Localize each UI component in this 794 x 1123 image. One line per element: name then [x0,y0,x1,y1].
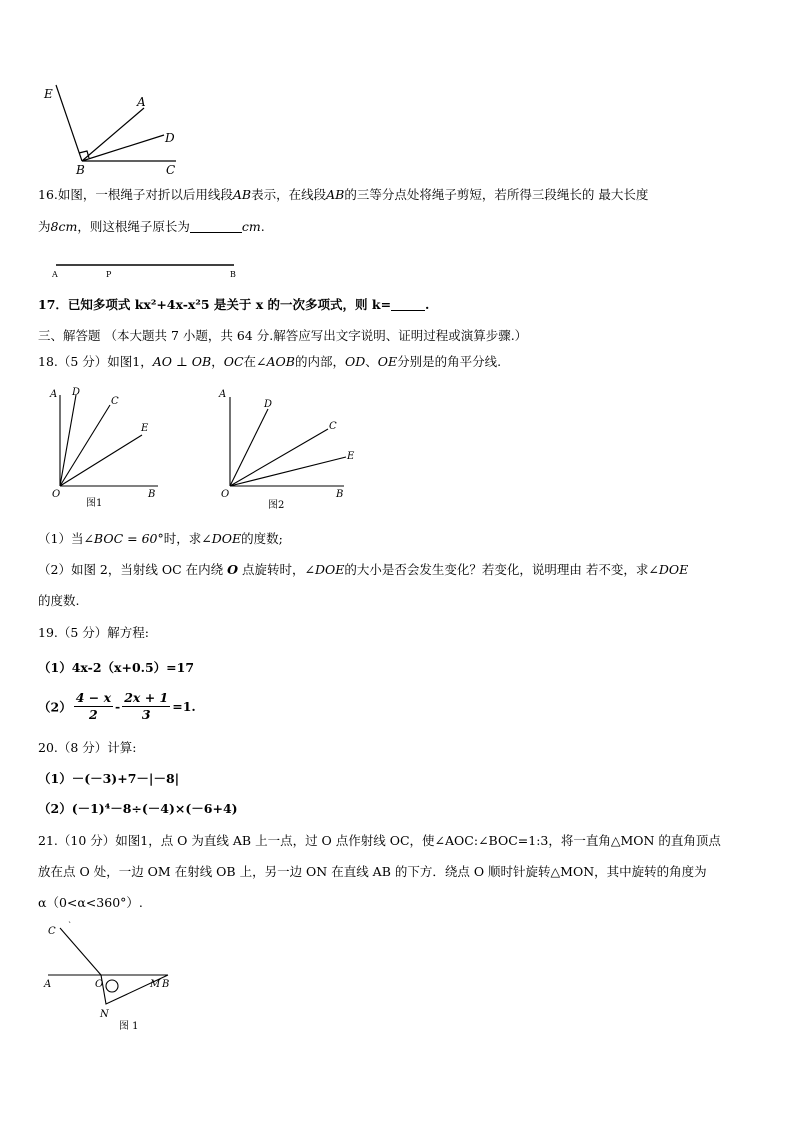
figure-angles-ebc [36,80,196,180]
q19-part2: （2） $\frac{4 - x}{2}$ - $\frac{2x + 1}{3}$ =1. [38,690,196,722]
q20-head: 20.（8 分）计算: [38,740,137,755]
q21-line1: 21.（10 分）如图1，点 O 为直线 AB 上一点，过 O 点作射线 OC，使∠AOC:∠BOC=1:3，将一直角△MON 的直角顶点 [38,833,721,848]
svg-text:B: B [162,979,170,990]
q17-answer-blank [391,298,425,311]
seg-label-a: A [52,270,58,279]
svg-text:C: C [329,421,337,432]
fig1-caption: 图1 [86,498,103,509]
svg-text:M: M [150,979,161,990]
svg-text:B: B [336,489,344,500]
seg-label-p: P [106,270,112,279]
label-a: A [137,95,146,109]
svg-text:A: A [50,389,58,400]
fig2-caption: 图2 [268,500,285,511]
figure-segment-apb [46,258,246,280]
fig21-caption: 图 1 [119,1021,139,1032]
svg-text:D: D [72,387,81,398]
ray-bd [82,135,164,161]
figure-18-2 [216,383,366,511]
label-b: B [76,163,85,177]
label-e: E [44,87,53,101]
svg-text:A: A [44,979,52,990]
tick-mark: ` [68,921,72,930]
svg-text:E: E [347,451,355,462]
q19-part1: （1）4x-2（x+0.5）=17 [38,660,195,675]
ray-be [56,85,82,161]
q19-head: 19.（5 分）解方程: [38,625,150,640]
q16-line2: 为8cm，则这根绳子原长为 cm. [38,219,265,234]
section-heading: 三、解答题 （本大题共 7 小题，共 64 分.解答应写出文字说明、证明过程或演算步骤.） [38,328,528,343]
q18-part2-line1: （2）如图 2，当射线 OC 在内绕 O 点旋转时，∠DOE的大小是否会发生变化？若变化，说明理由 若不变，求∠DOE [38,562,689,577]
figure-18-1 [46,383,176,511]
svg-text:A: A [219,389,227,400]
q16-answer-blank [190,220,242,233]
q18-part2-line2: 的度数. [38,593,80,608]
svg-text:D: D [264,399,273,410]
svg-text:O: O [95,979,104,990]
ray-ba [82,108,144,161]
q17: 17．已知多项式 kx²+4x-x²5 是关于 x 的一次多项式，则 k= . [38,297,430,312]
svg-text:C: C [48,926,56,937]
q20-part1: （1）－(－3)+7－|－8| [38,771,180,786]
svg-text:B: B [148,489,156,500]
q18-part1: （1）当∠BOC = 60°时，求∠DOE的度数; [38,531,283,546]
q16-line1: 16.如图，一根绳子对折以后用线段AB表示，在线段AB的三等分点处将绳子剪短，若所得三段绳长的 最大长度 [38,187,649,202]
q21-line2: 放在点 O 处，一边 OM 在射线 OB 上，另一边 ON 在直线 AB 的下方．绕点 O 顺时针旋转△MON，其中旋转的角度为 [38,864,707,879]
q21-line3: α（0<α<360°）. [38,895,143,910]
svg-text:N: N [100,1009,109,1020]
q20-part2: （2）(－1)⁴－8÷(－4)×(－6+4) [38,801,238,816]
label-d: D [165,131,175,145]
seg-label-b: B [230,270,236,279]
svg-text:E: E [141,423,149,434]
svg-text:O: O [52,489,61,500]
svg-text:O: O [221,489,230,500]
svg-text:C: C [111,396,119,407]
figure-21-1 [40,920,180,1036]
label-c: C [166,163,176,177]
q18-stem: 18.（5 分）如图1，AO ⊥ OB，OC在∠AOB的内部，OD、OE分别是的角平分线. [38,354,502,369]
